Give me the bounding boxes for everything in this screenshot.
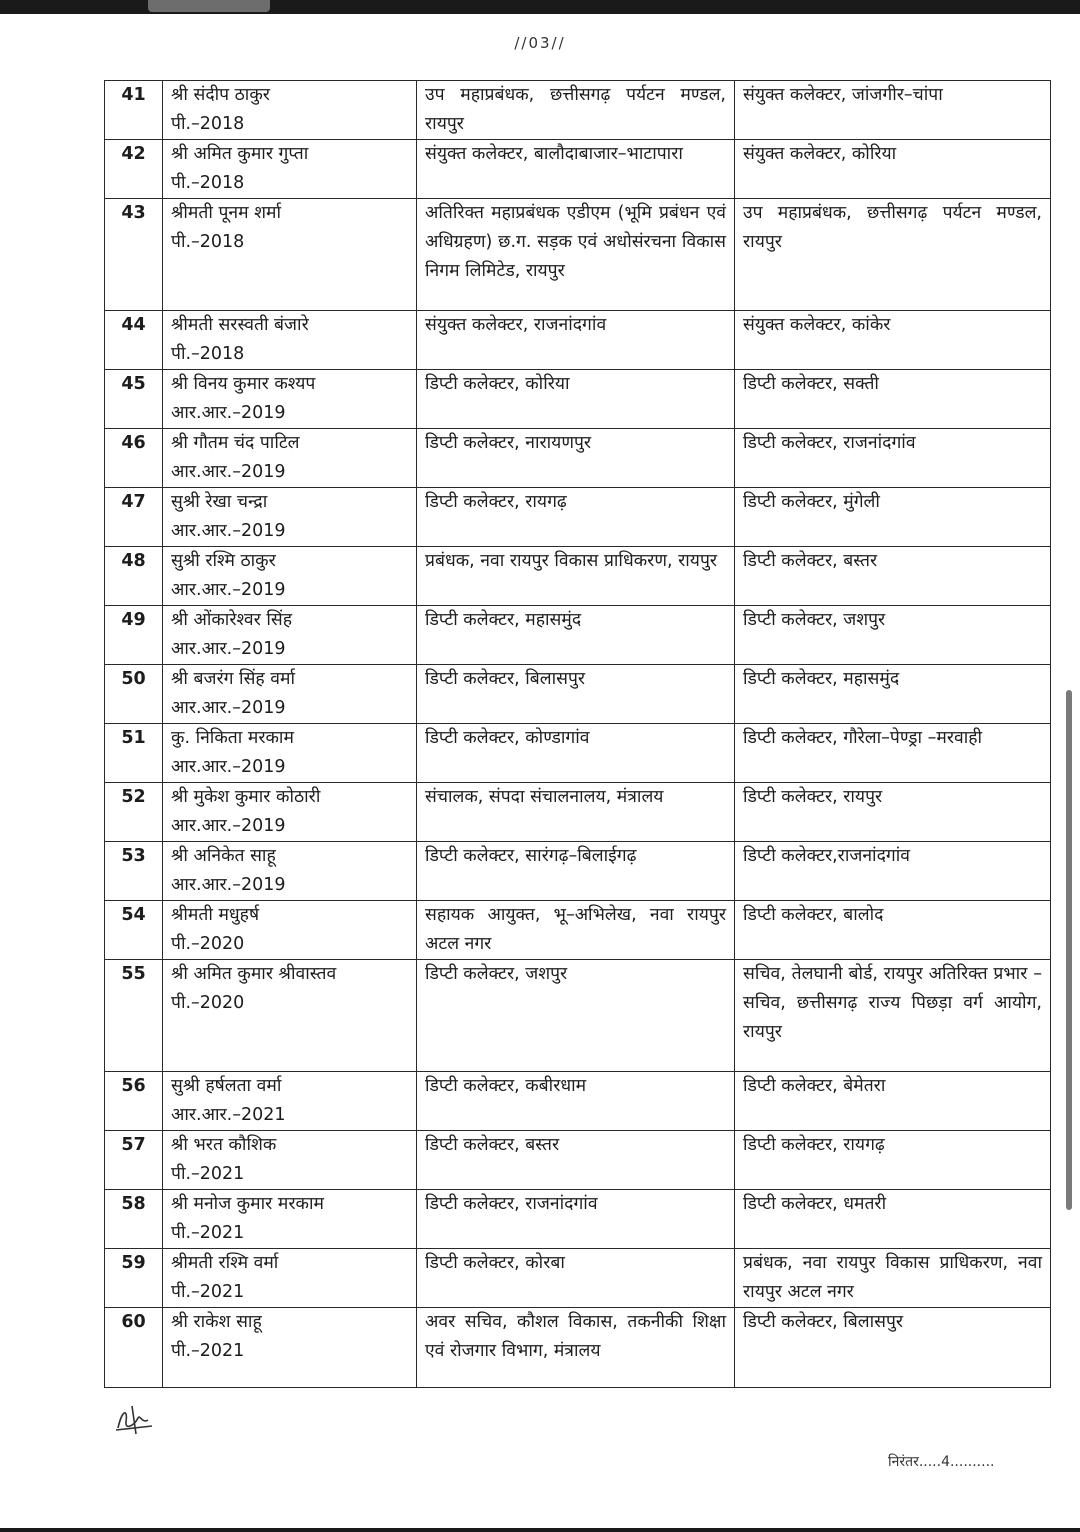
officer-batch: आर.आर.–2021 <box>171 1105 286 1125</box>
current-posting: डिप्टी कलेक्टर, कोण्डागांव <box>417 724 735 783</box>
serial-number: 50 <box>105 665 163 724</box>
officer-batch: आर.आर.–2019 <box>171 521 286 541</box>
table-row <box>105 140 1051 199</box>
new-posting: डिप्टी कलेक्टर, बेमेतरा <box>735 1072 1051 1131</box>
officer-name: श्री विनय कुमार कश्यप <box>171 374 316 394</box>
serial-number: 48 <box>105 547 163 606</box>
current-posting: उप महाप्रबंधक, छत्तीसगढ़ पर्यटन मण्डल, रायपुर <box>417 81 735 140</box>
table-row <box>105 842 1051 901</box>
current-posting: डिप्टी कलेक्टर, कोरबा <box>417 1249 735 1308</box>
serial-number: 53 <box>105 842 163 901</box>
serial-number: 60 <box>105 1308 163 1388</box>
table-row <box>105 429 1051 488</box>
serial-number: 42 <box>105 140 163 199</box>
officer-batch: आर.आर.–2019 <box>171 698 286 718</box>
current-posting: डिप्टी कलेक्टर, बिलासपुर <box>417 665 735 724</box>
bottom-bar <box>0 1528 1080 1532</box>
officer-name: श्री राकेश साहू <box>171 1312 262 1332</box>
table-row <box>105 783 1051 842</box>
officer-cell <box>163 1131 417 1190</box>
serial-number: 41 <box>105 81 163 140</box>
officer-batch: पी.–2018 <box>171 114 245 134</box>
officer-batch: पी.–2020 <box>171 993 245 1013</box>
officer-cell <box>163 1308 417 1388</box>
table-row <box>105 1131 1051 1190</box>
officer-cell <box>163 311 417 370</box>
officer-batch: आर.आर.–2019 <box>171 462 286 482</box>
officer-name: श्रीमती सरस्वती बंजारे <box>171 315 309 335</box>
serial-number: 57 <box>105 1131 163 1190</box>
officer-name: श्री संदीप ठाकुर <box>171 85 270 105</box>
officer-cell <box>163 960 417 1072</box>
new-posting: डिप्टी कलेक्टर, बालोद <box>735 901 1051 960</box>
new-posting: उप महाप्रबंधक, छत्तीसगढ़ पर्यटन मण्डल, रायपुर <box>735 199 1051 311</box>
officer-cell <box>163 665 417 724</box>
signature <box>112 1400 160 1440</box>
officer-name: श्री मुकेश कुमार कोठारी <box>171 787 321 807</box>
current-posting: प्रबंधक, नवा रायपुर विकास प्राधिकरण, रायपुर <box>417 547 735 606</box>
table-row <box>105 370 1051 429</box>
table-row <box>105 1190 1051 1249</box>
current-posting: डिप्टी कलेक्टर, नारायणपुर <box>417 429 735 488</box>
officer-batch: पी.–2021 <box>171 1164 245 1184</box>
table-row <box>105 724 1051 783</box>
officer-name: श्री मनोज कुमार मरकाम <box>171 1194 324 1214</box>
new-posting: डिप्टी कलेक्टर, गौरेला–पेण्ड्रा –मरवाही <box>735 724 1051 783</box>
officer-cell <box>163 724 417 783</box>
officer-batch: पी.–2020 <box>171 934 245 954</box>
current-posting: डिप्टी कलेक्टर, महासमुंद <box>417 606 735 665</box>
officer-batch: पी.–2021 <box>171 1282 245 1302</box>
officer-name: श्री अमित कुमार गुप्ता <box>171 144 309 164</box>
serial-number: 44 <box>105 311 163 370</box>
table-row <box>105 1308 1051 1388</box>
officer-cell <box>163 901 417 960</box>
current-posting: डिप्टी कलेक्टर, बस्तर <box>417 1131 735 1190</box>
current-posting: सहायक आयुक्त, भू–अभिलेख, नवा रायपुर अटल नगर <box>417 901 735 960</box>
current-posting: डिप्टी कलेक्टर, जशपुर <box>417 960 735 1072</box>
serial-number: 59 <box>105 1249 163 1308</box>
officer-batch: आर.आर.–2019 <box>171 875 286 895</box>
officer-batch: पी.–2018 <box>171 344 245 364</box>
officer-batch: आर.आर.–2019 <box>171 639 286 659</box>
serial-number: 43 <box>105 199 163 311</box>
new-posting: संयुक्त कलेक्टर, जांजगीर–चांपा <box>735 81 1051 140</box>
officer-batch: पी.–2018 <box>171 232 245 252</box>
new-posting: डिप्टी कलेक्टर, मुंगेली <box>735 488 1051 547</box>
officer-name: श्रीमती रश्मि वर्मा <box>171 1253 279 1273</box>
new-posting: डिप्टी कलेक्टर, बस्तर <box>735 547 1051 606</box>
serial-number: 46 <box>105 429 163 488</box>
new-posting: डिप्टी कलेक्टर, रायपुर <box>735 783 1051 842</box>
new-posting: संयुक्त कलेक्टर, कोरिया <box>735 140 1051 199</box>
officer-name: सुश्री हर्षलता वर्मा <box>171 1076 282 1096</box>
officer-name: सुश्री रेखा चन्द्रा <box>171 492 268 512</box>
new-posting: डिप्टी कलेक्टर, सक्ती <box>735 370 1051 429</box>
officer-cell <box>163 81 417 140</box>
serial-number: 56 <box>105 1072 163 1131</box>
officer-name: श्री भरत कौशिक <box>171 1135 277 1155</box>
new-posting: डिप्टी कलेक्टर,राजनांदगांव <box>735 842 1051 901</box>
officer-cell <box>163 842 417 901</box>
current-posting: डिप्टी कलेक्टर, राजनांदगांव <box>417 1190 735 1249</box>
serial-number: 45 <box>105 370 163 429</box>
new-posting: संयुक्त कलेक्टर, कांकेर <box>735 311 1051 370</box>
officer-name: श्रीमती मधुहर्ष <box>171 905 260 925</box>
page-number: //03// <box>514 34 566 52</box>
officer-name: श्रीमती पूनम शर्मा <box>171 203 282 223</box>
table-row <box>105 547 1051 606</box>
serial-number: 49 <box>105 606 163 665</box>
officer-batch: पी.–2021 <box>171 1341 245 1361</box>
current-posting: अवर सचिव, कौशल विकास, तकनीकी शिक्षा एवं रोजगार विभाग, मंत्रालय <box>417 1308 735 1388</box>
table-row <box>105 199 1051 311</box>
officer-cell <box>163 606 417 665</box>
current-posting: संयुक्त कलेक्टर, राजनांदगांव <box>417 311 735 370</box>
officer-cell <box>163 370 417 429</box>
officer-name: श्री अमित कुमार श्रीवास्तव <box>171 964 337 984</box>
new-posting: प्रबंधक, नवा रायपुर विकास प्राधिकरण, नवा रायपुर अटल नगर <box>735 1249 1051 1308</box>
officer-batch: पी.–2018 <box>171 173 245 193</box>
officer-batch: आर.आर.–2019 <box>171 580 286 600</box>
table-row <box>105 901 1051 960</box>
new-posting: सचिव, तेलघानी बोर्ड, रायपुर अतिरिक्त प्रभार – सचिव, छत्तीसगढ़ राज्य पिछड़ा वर्ग आयोग, रायपुर <box>735 960 1051 1072</box>
officer-cell <box>163 1072 417 1131</box>
officer-cell <box>163 429 417 488</box>
table-row <box>105 1249 1051 1308</box>
officer-cell <box>163 199 417 311</box>
serial-number: 52 <box>105 783 163 842</box>
officer-name: श्री ओंकारेश्वर सिंह <box>171 610 293 630</box>
new-posting: डिप्टी कलेक्टर, बिलासपुर <box>735 1308 1051 1388</box>
new-posting: डिप्टी कलेक्टर, धमतरी <box>735 1190 1051 1249</box>
serial-number: 51 <box>105 724 163 783</box>
table-row <box>105 606 1051 665</box>
officer-cell <box>163 488 417 547</box>
officer-name: श्री गौतम चंद पाटिल <box>171 433 300 453</box>
new-posting: डिप्टी कलेक्टर, राजनांदगांव <box>735 429 1051 488</box>
officer-name: श्री बजरंग सिंह वर्मा <box>171 669 295 689</box>
officer-cell <box>163 783 417 842</box>
current-posting: डिप्टी कलेक्टर, कबीरधाम <box>417 1072 735 1131</box>
current-posting: अतिरिक्त महाप्रबंधक एडीएम (भूमि प्रबंधन एवं अधिग्रहण) छ.ग. सड़क एवं अधोसंरचना विकास निगम लिमिटेड, रायपुर <box>417 199 735 311</box>
continuation-note: निरंतर.....4.......... <box>888 1454 995 1470</box>
top-tab <box>148 0 270 12</box>
current-posting: डिप्टी कलेक्टर, रायगढ़ <box>417 488 735 547</box>
table-row <box>105 488 1051 547</box>
table-row <box>105 81 1051 140</box>
scrollbar[interactable] <box>1066 690 1072 1210</box>
officer-cell <box>163 140 417 199</box>
current-posting: डिप्टी कलेक्टर, सारंगढ़–बिलाईगढ़ <box>417 842 735 901</box>
new-posting: डिप्टी कलेक्टर, जशपुर <box>735 606 1051 665</box>
new-posting: डिप्टी कलेक्टर, महासमुंद <box>735 665 1051 724</box>
table-row <box>105 1072 1051 1131</box>
transfer-table <box>104 80 1051 1388</box>
serial-number: 55 <box>105 960 163 1072</box>
serial-number: 47 <box>105 488 163 547</box>
table-row <box>105 665 1051 724</box>
officer-cell <box>163 547 417 606</box>
officer-batch: आर.आर.–2019 <box>171 816 286 836</box>
officer-cell <box>163 1190 417 1249</box>
current-posting: डिप्टी कलेक्टर, कोरिया <box>417 370 735 429</box>
officer-name: सुश्री रश्मि ठाकुर <box>171 551 276 571</box>
table-row <box>105 960 1051 1072</box>
serial-number: 54 <box>105 901 163 960</box>
officer-batch: आर.आर.–2019 <box>171 403 286 423</box>
current-posting: संयुक्त कलेक्टर, बालौदाबाजार–भाटापारा <box>417 140 735 199</box>
officer-batch: आर.आर.–2019 <box>171 757 286 777</box>
current-posting: संचालक, संपदा संचालनालय, मंत्रालय <box>417 783 735 842</box>
officer-name: कु. निकिता मरकाम <box>171 728 294 748</box>
serial-number: 58 <box>105 1190 163 1249</box>
new-posting: डिप्टी कलेक्टर, रायगढ़ <box>735 1131 1051 1190</box>
table-row <box>105 311 1051 370</box>
officer-name: श्री अनिकेत साहू <box>171 846 276 866</box>
officer-batch: पी.–2021 <box>171 1223 245 1243</box>
officer-cell <box>163 1249 417 1308</box>
